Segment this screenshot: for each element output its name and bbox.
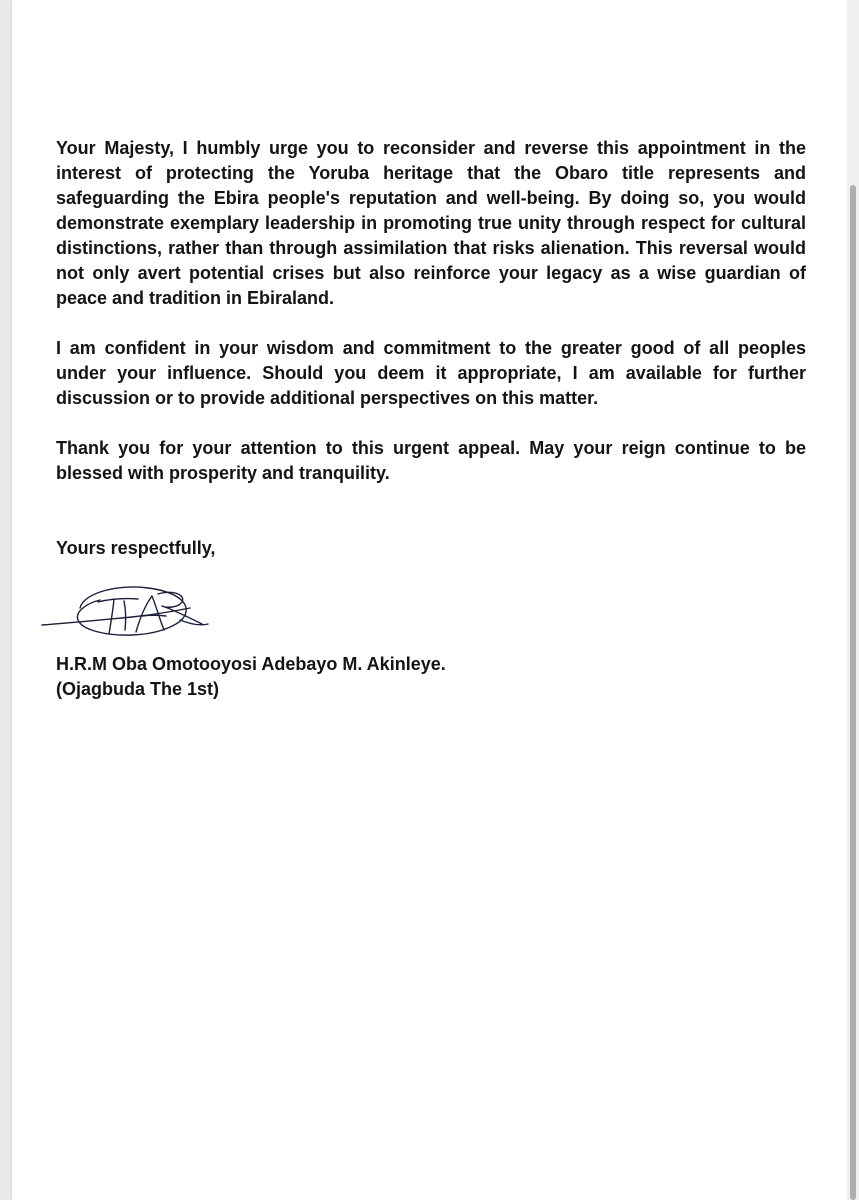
signatory-block bbox=[56, 652, 446, 702]
signature-image bbox=[40, 580, 210, 642]
paragraph-thanks: Thank you for your attention to this urgent appeal. May your reign continue to be blessed with prosperity and tranquility. bbox=[56, 438, 806, 483]
paragraph-confidence: I am confident in your wisdom and commitment to the greater good of all peoples under your influence. Should you deem it appropriate, I am available for further discussion or to provide additional perspectives on this matter. bbox=[56, 338, 806, 408]
letter-body bbox=[56, 136, 806, 561]
paragraph-appeal: Your Majesty, I humbly urge you to reconsider and reverse this appointment in the interest of protecting the Yoruba heritage that the Obaro title represents and safeguarding the Ebira people's reputation and well-being. By doing so, you would demonstrate exemplary leadership in promoting true unity through respect for cultural distinctions, rather than through assimilation that risks alienation. This reversal would not only avert potential crises but also reinforce your legacy as a wise guardian of peace and tradition in Ebiraland. bbox=[56, 138, 806, 308]
closing-salutation: Yours respectfully, bbox=[56, 538, 216, 558]
signatory-name: H.R.M Oba Omotooyosi Adebayo M. Akinleye. bbox=[56, 654, 446, 674]
document-page bbox=[12, 0, 847, 1200]
scrollbar[interactable] bbox=[847, 0, 859, 1200]
signatory-title: (Ojagbuda The 1st) bbox=[56, 679, 220, 699]
scrollbar-thumb[interactable] bbox=[850, 185, 856, 1200]
